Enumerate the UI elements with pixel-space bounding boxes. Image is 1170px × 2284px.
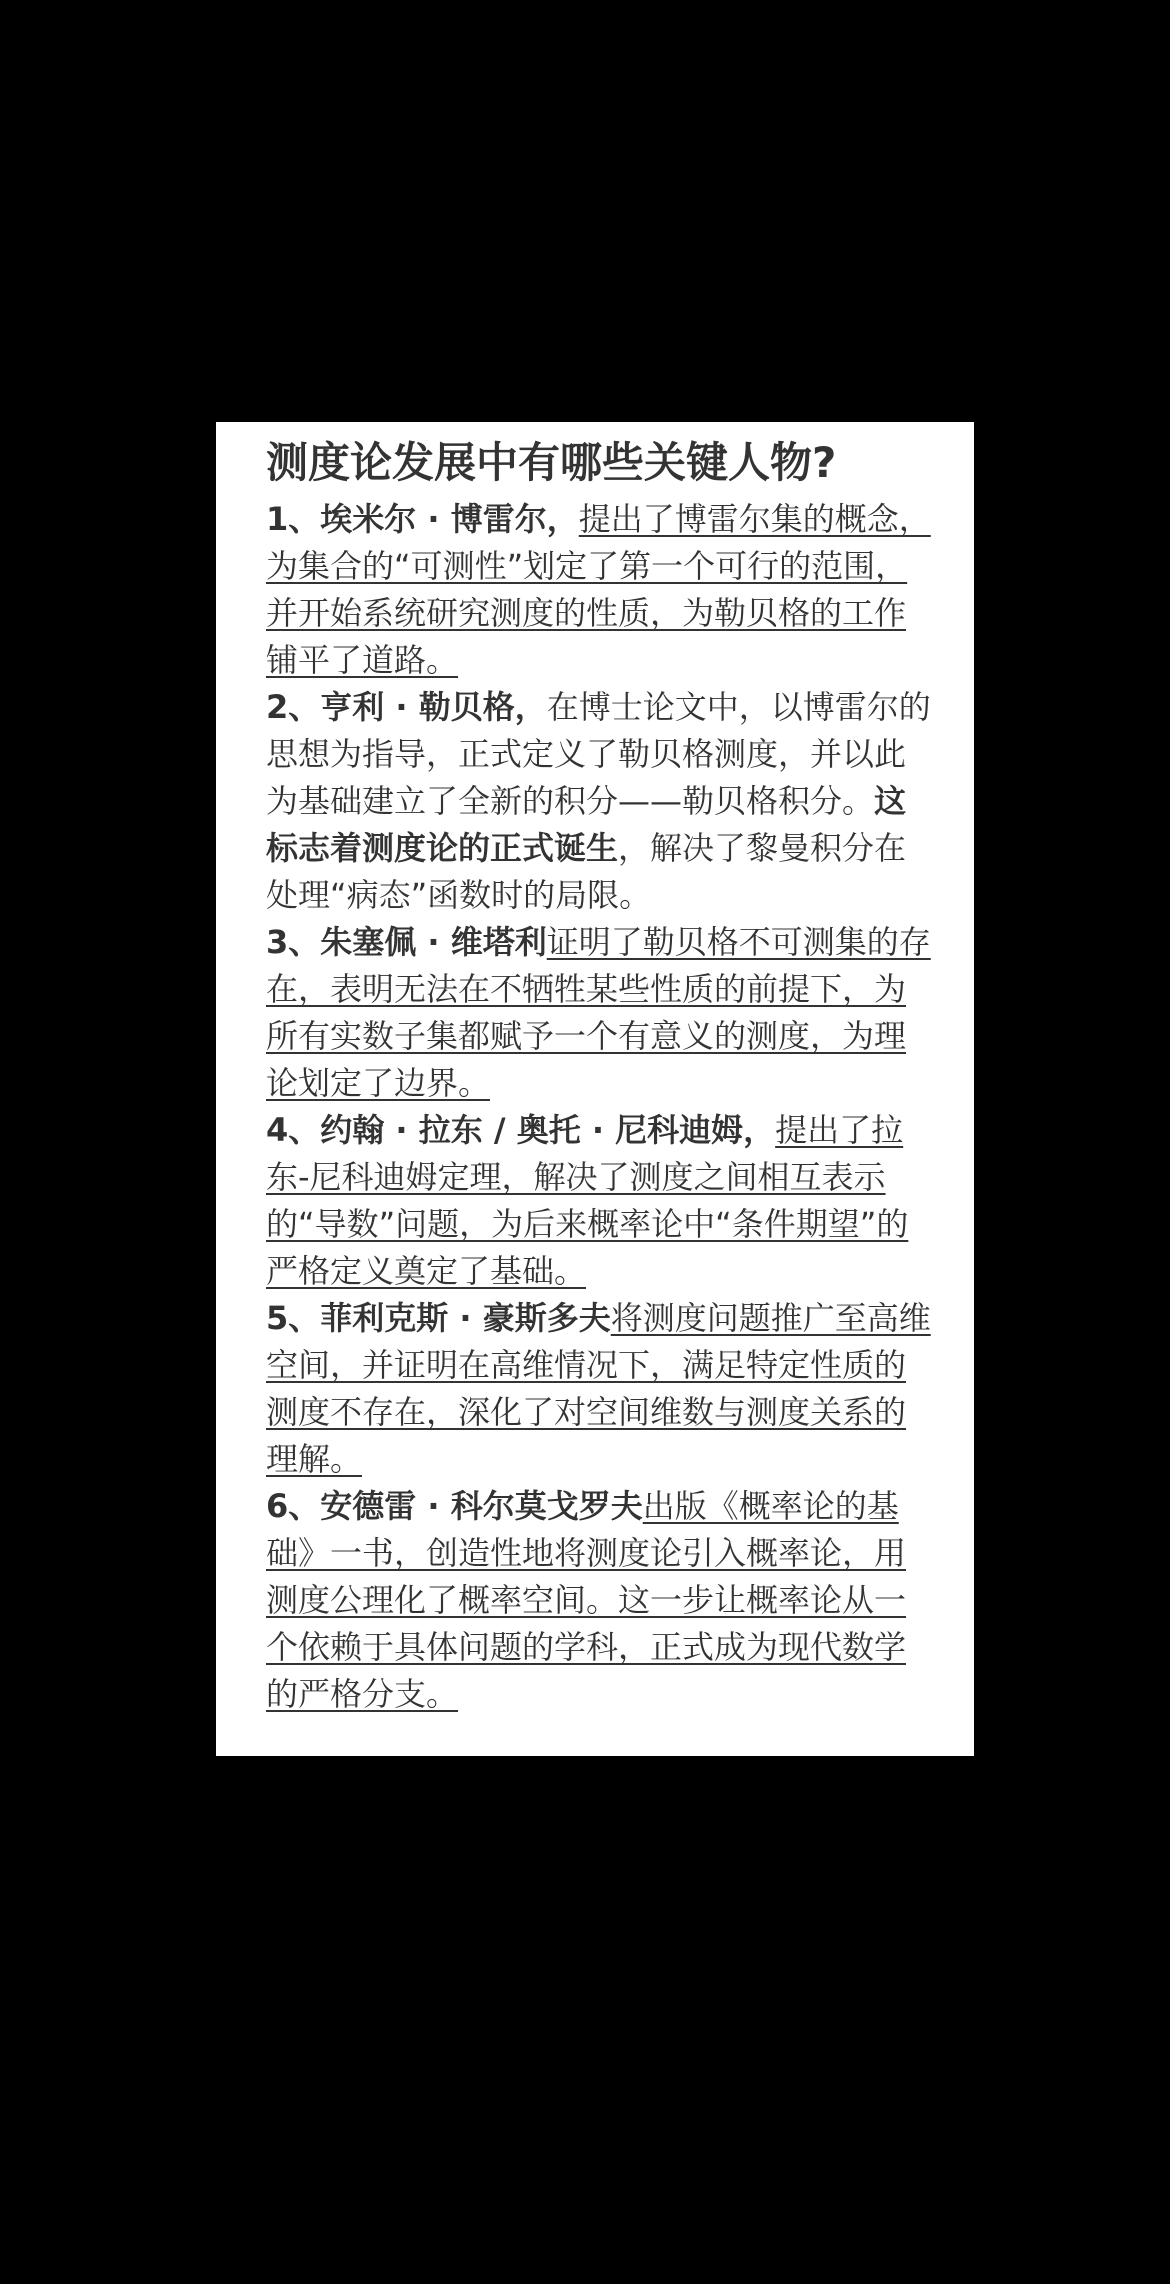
name-separator: ， [743, 1111, 776, 1149]
entry-number: 5、 [266, 1299, 321, 1337]
person-name: 埃米尔 · 博雷尔 [320, 500, 547, 538]
contribution-bold: 这标志着测度论的正式诞生 [266, 782, 907, 867]
entry-number: 6、 [266, 1487, 321, 1525]
entry-radon-nikodym [266, 1107, 934, 1295]
entry-number: 3、 [266, 923, 321, 961]
person-name: 朱塞佩 · 维塔利 [320, 923, 547, 961]
contribution-underlined: 提出了博雷尔集的概念，为集合的“可测性”划定了第一个可行的范围，并开始系统研究测度的性质，为勒贝格的工作铺平了道路。 [266, 500, 931, 679]
entry-number: 2、 [266, 688, 321, 726]
contribution-underlined: 证明了勒贝格不可测集的存在，表明无法在不牺牲某些性质的前提下，为所有实数子集都赋予一个有意义的测度，为理论划定了边界。 [266, 923, 931, 1102]
person-name: 约翰 · 拉东 / 奥托 · 尼科迪姆 [320, 1111, 744, 1149]
entry-hausdorff [266, 1295, 934, 1483]
person-name: 安德雷 · 科尔莫戈罗夫 [320, 1487, 643, 1525]
name-separator: ， [514, 688, 547, 726]
contribution-underlined: 提出了拉东-尼科迪姆定理，解决了测度之间相互表示的“导数”问题，为后来概率论中“条件期望”的严格定义奠定了基础。 [266, 1111, 909, 1290]
entry-lebesgue [266, 684, 934, 919]
person-name: 亨利 · 勒贝格 [320, 688, 515, 726]
name-separator: ， [546, 500, 579, 538]
entry-vitali [266, 919, 934, 1107]
entry-number: 4、 [266, 1111, 321, 1149]
entry-borel [266, 496, 934, 684]
document-card [216, 422, 974, 1756]
contribution-underlined: 将测度问题推广至高维空间，并证明在高维情况下，满足特定性质的测度不存在，深化了对空间维数与测度关系的理解。 [266, 1299, 931, 1478]
contribution-underlined: 出版《概率论的基础》一书，创造性地将测度论引入概率论，用测度公理化了概率空间。这一步让概率论从一个依赖于具体问题的学科，正式成为现代数学的严格分支。 [266, 1487, 907, 1713]
entry-number: 1、 [266, 500, 321, 538]
person-name: 菲利克斯 · 豪斯多夫 [320, 1299, 611, 1337]
contribution-text-2: ，解决了黎曼积分在处理“病态”函数时的局限。 [266, 829, 907, 914]
document-title: 测度论发展中有哪些关键人物? [266, 438, 837, 487]
entry-kolmogorov [266, 1483, 934, 1718]
contribution-text: 在博士论文中，以博雷尔的思想为指导，正式定义了勒贝格测度，并以此为基础建立了全新的积分——勒贝格积分。 [266, 688, 931, 820]
